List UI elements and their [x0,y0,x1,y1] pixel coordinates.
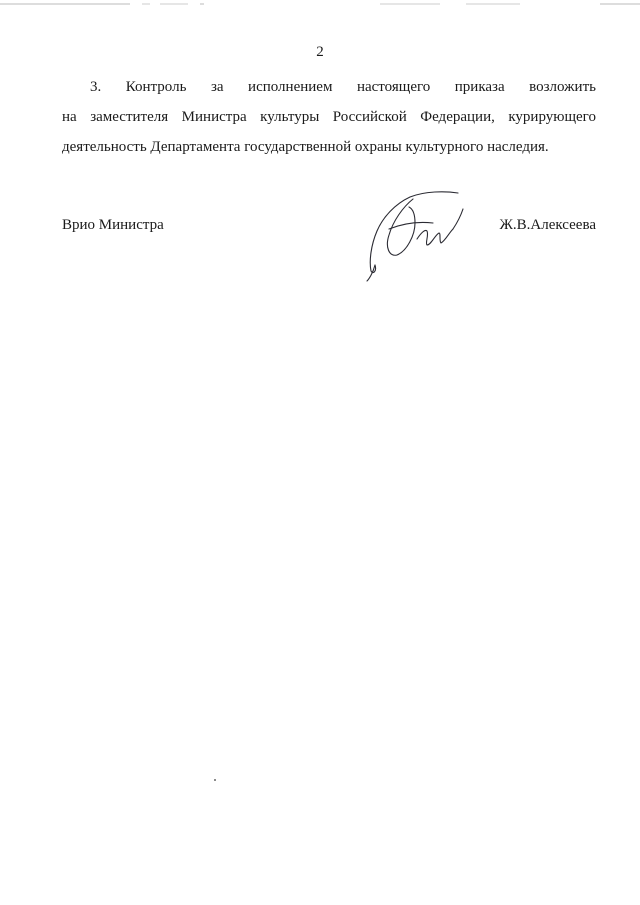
scan-speck [214,779,216,781]
handwritten-signature [355,185,475,285]
page-number: 2 [316,44,324,60]
word: курирующего [508,109,596,125]
word: заместителя [90,109,169,125]
word: Контроль [125,79,187,95]
scan-edge-marks [0,3,640,5]
paragraph-line-1 [62,72,596,102]
word: Министра [181,109,247,125]
word: 3. [90,79,102,95]
signer-title: Врио Министра [62,217,164,233]
word: Российской [332,109,407,125]
word: приказа [454,79,505,95]
word: на [62,109,77,125]
word: исполнением [248,79,333,95]
word: за [210,79,224,95]
paragraph-3 [62,72,596,162]
signer-name: Ж.В.Алексеева [499,217,596,233]
word: Федерации, [420,109,495,125]
word: возложить [529,79,596,95]
paragraph-line-3: деятельность Департамента государственной охраны культурного наследия. [62,139,549,155]
paragraph-line-2 [62,102,596,132]
word: культуры [260,109,320,125]
word: настоящего [356,79,431,95]
